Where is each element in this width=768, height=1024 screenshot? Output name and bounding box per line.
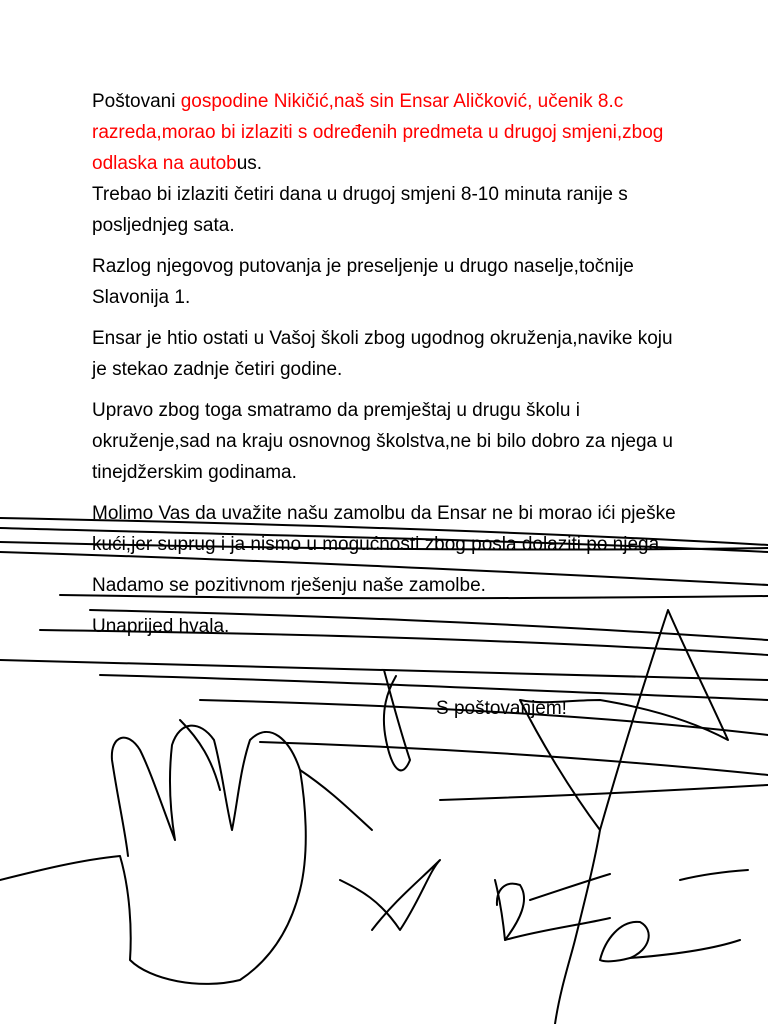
scribble-stroke xyxy=(440,785,768,800)
intro-tail: us. xyxy=(236,153,263,174)
scribble-stroke xyxy=(340,860,440,930)
closing-signoff: S poštovanjem! xyxy=(436,698,567,719)
paragraph-reason: Razlog njegovog putovanja je preseljenje u drugo naselje,točnije Slavonija 1. xyxy=(92,256,634,308)
scribble-stroke xyxy=(0,660,768,680)
scribble-stroke xyxy=(0,726,306,984)
scribble-stroke xyxy=(530,874,610,900)
salutation: Poštovani xyxy=(92,91,181,112)
scribble-stroke xyxy=(680,870,748,880)
scribble-stroke xyxy=(505,918,610,940)
highlighted-request-text: gospodine Nikičić,naš sin Ensar Aličković, učenik 8.c razreda,morao bi izlaziti s određenih predmeta u drugoj smjeni,zbog odlaska na autob xyxy=(92,91,664,174)
paragraph-request: Molimo Vas da uvažite našu zamolbu da Ensar ne bi morao ići pješke kući,jer suprug i ja nismo u mogućnosti zbog posla dolaziti po njega. xyxy=(92,503,676,555)
scribble-stroke xyxy=(495,880,524,940)
paragraph-thanks: Unaprijed hvala. xyxy=(92,616,230,637)
scribble-stroke xyxy=(100,675,768,700)
scribble-stroke xyxy=(180,720,220,790)
paragraph-intro xyxy=(92,86,692,179)
scribble-stroke xyxy=(384,670,410,770)
scribble-stroke xyxy=(260,742,768,775)
letter-body xyxy=(92,86,692,652)
paragraph-concern: Upravo zbog toga smatramo da premještaj u drugu školu i okruženje,sad na kraju osnovnog školstva,ne bi bilo dobro za njega u tinejdžerskim godinama. xyxy=(92,400,673,483)
scribble-stroke xyxy=(630,940,740,958)
paragraph-school: Ensar je htio ostati u Vašoj školi zbog ugodnog okruženja,navike koju je stekao zadnje četiri godine. xyxy=(92,328,673,380)
scribble-stroke xyxy=(300,770,372,830)
paragraph-hope: Nadamo se pozitivnom rješenju naše zamolbe. xyxy=(92,575,486,596)
paragraph-schedule: Trebao bi izlaziti četiri dana u drugoj smjeni 8-10 minuta ranije s posljednjeg sata. xyxy=(92,184,628,236)
scribble-stroke xyxy=(600,922,649,961)
scribble-stroke xyxy=(555,830,600,1024)
